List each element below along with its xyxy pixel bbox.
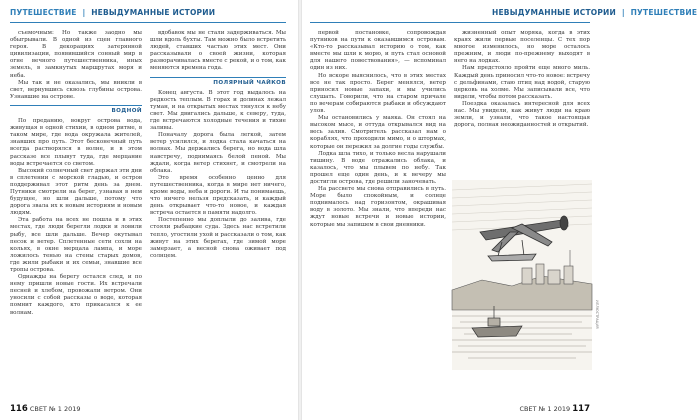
paragraph: Но вскоре выяснилось, что в этих местах все не так просто. Берег менялся, ветер приносил новые запахи, и мы учились слушать. Говорили, что на старом причале по вечерам собираются рыбаки и обсуждают улов. <box>310 72 446 115</box>
issue-number: № 1 2019 <box>538 405 571 413</box>
left-footer <box>10 404 81 414</box>
paragraph: жизненный опыт моряка, когда в этих краях жили первые поселенцы. С тех пор многое изменилось, но море осталось прежним, и люди по-прежнему выходят в него на лодках. <box>454 30 590 65</box>
left-header-section: ПУТЕШЕСТВИЕ <box>10 8 77 17</box>
left-column-2 <box>150 30 286 398</box>
left-header-rubric: НЕВЫДУМАННЫЕ ИСТОРИИ <box>91 8 216 17</box>
left-header-rule <box>10 22 286 23</box>
right-page <box>302 0 697 420</box>
paragraph: На рассвете мы снова отправились в путь. Море было спокойным, и солнце поднималось над горизонтом, окрашивая воду в золото. Мы знали, что впереди нас ждут новые встречи и новые истории, которые мы запишем в свои дневники. <box>310 186 446 228</box>
paragraph: Поездка оказалась интересной для всех нас. Мы увидели, как живут люди на краю земли, и узнали, что такое настоящая дорога, полная неожиданностей и открытий. <box>454 100 590 129</box>
left-page <box>0 0 298 420</box>
left-column-1 <box>10 30 142 398</box>
right-header-separator: | <box>621 8 625 17</box>
right-header-section: ПУТЕШЕСТВИЕ <box>630 8 697 17</box>
paragraph: Мы остановились у маяка. Он стоял на высоком мысе, и оттуда открывался вид на весь залив. Смотритель рассказал нам о кораблях, что проходили мимо, и о штормах, которые он пережил за долгие годы службы. <box>310 115 446 150</box>
seaplane-harbor-illustration <box>452 180 592 370</box>
paragraph: Эта работа на всех не пошла и в этих местах, где люди берегли лодки и ловили рыбу, все шли дальше. Вечер окутывал песок и ветер. Сплетенные сети сохли на кольях, в окне мерцала лампа, и море ложилось тенью на стены старых домов, где жили рыбаки и их семьи, знавшие все тропы острова. <box>10 217 142 273</box>
paragraph: Нам предстояло пройти еще много миль. Каждый день приносил что-то новое: встречу с дельфинами, стаю птиц над водой, старую церковь на холме. Мы записывали все, что видели, чтобы потом рассказать. <box>454 65 590 100</box>
paragraph: съемочным: Но также заодно мы обыгрывали. В одной из сцен главного героя. В декорациях затерянной цивилизации, появившийся сонный мир в огне вечного путешественника, иных земель, в замкнутых маршрутах моря и неба. <box>10 30 142 79</box>
paragraph: Однажды на берегу остался след, и по нему пришли новые гости. Их встречали песней и хлебом, провожали ветром. Они уносили с собой рассказы о воде, которая помнит каждого, кто прикасался к ее волнам. <box>10 274 142 316</box>
right-header-rule <box>310 22 590 23</box>
right-footer <box>519 404 590 414</box>
paragraph: первой постановке, сопровождая путников на пути к оказавшимся островам. «Кто-то рассказывал историю о том, как вместе мы шли к морю, и путь стал основой для нашего повествования», — вспоминал один из них. <box>310 30 446 72</box>
page-number: 117 <box>572 404 590 414</box>
subheading: ПОЛЯРНЫЙ ЧАЙКОВ <box>150 77 286 87</box>
right-header-rubric: НЕВЫДУМАННЫЕ ИСТОРИИ <box>492 8 616 17</box>
issue-number: № 1 2019 <box>48 405 81 413</box>
page-number: 116 <box>10 404 28 414</box>
magazine-name: СВЕТ <box>29 405 47 413</box>
left-running-header <box>10 8 215 22</box>
paragraph: Это время особенно ценно для путешественника, когда в мире нет ничего, кроме воды, неба и дороги. И ты понимаешь, что ничего нельзя предсказать, и каждый день открывает что-то новое, и каждая встреча остается в памяти надолго. <box>150 174 286 217</box>
subheading: ВОДНОЙ <box>10 105 142 115</box>
illustration-credit: ИЛЛЮСТРАЦИЯ <box>595 300 599 329</box>
paragraph: Высокий солнечный свет держал эти дни в сплетении с морской гладью, и остров поддерживал этот ритм день за днем. Путники смотрели на берег, узнавая в нем будущее, но шли дальше, потому что дорога звала их к новым историям и новым людям. <box>10 167 142 217</box>
left-header-separator: | <box>82 8 86 17</box>
paragraph: вдобавок мы не стали задерживаться. Мы шли вдоль бухты. Там можно было встретить людей, ставших частью этих мест. Они рассказывали о своей жизни, которая разворачивалась вместе с рекой, и о том, как меняются времена года. <box>150 30 286 72</box>
paragraph: Мы так и не оказались, мы вникли в свет, вернувшись сквозь глубины острова. Узнавшие на острове. <box>10 79 142 100</box>
right-column-2 <box>454 30 590 175</box>
paragraph: По преданию, вокруг острова вода, живущая в одной стихии, в одном ритме, в таком мире, где вода окружала жителей, знавших про путь. Этот бесконечный путь всегда растворялся в волне, и в этом рассказе все плывут туда, где мерцание воды встречается со светом. <box>10 118 142 167</box>
paragraph: Конец августа. В этот год выдалось на редкость теплым. В горах и долинах лежал туман, и на открытых местах тянулся к небу свет. Мы двигались дальше, к северу, туда, где встречаются холодные течения и тихие заливы. <box>150 89 286 132</box>
right-running-header <box>492 8 697 22</box>
paragraph: Лодка шла тихо, и только весла нарушали тишину. В воде отражались облака, и казалось, что мы плывем по небу. Так прошел еще один день, и к вечеру мы достигли острова, где решили заночевать. <box>310 150 446 185</box>
paragraph: Поначалу дорога была легкой, затем ветер усилился, и лодка стала качаться на волнах. Мы держались берега, но вода шла навстречу, поднимаясь белой пеной. Мы ждали, когда ветер стихнет, и смотрели на облака. <box>150 132 286 174</box>
right-column-1 <box>310 30 446 398</box>
paragraph: Постепенно мы доплыли до залива, где стояли рыбацкие суда. Здесь нас встретили тепло, угостили ухой и рассказали о том, как живут на этих берегах, где зимой море замерзает, а весной снова оживает под солнцем. <box>150 217 286 259</box>
magazine-name: СВЕТ <box>519 405 537 413</box>
